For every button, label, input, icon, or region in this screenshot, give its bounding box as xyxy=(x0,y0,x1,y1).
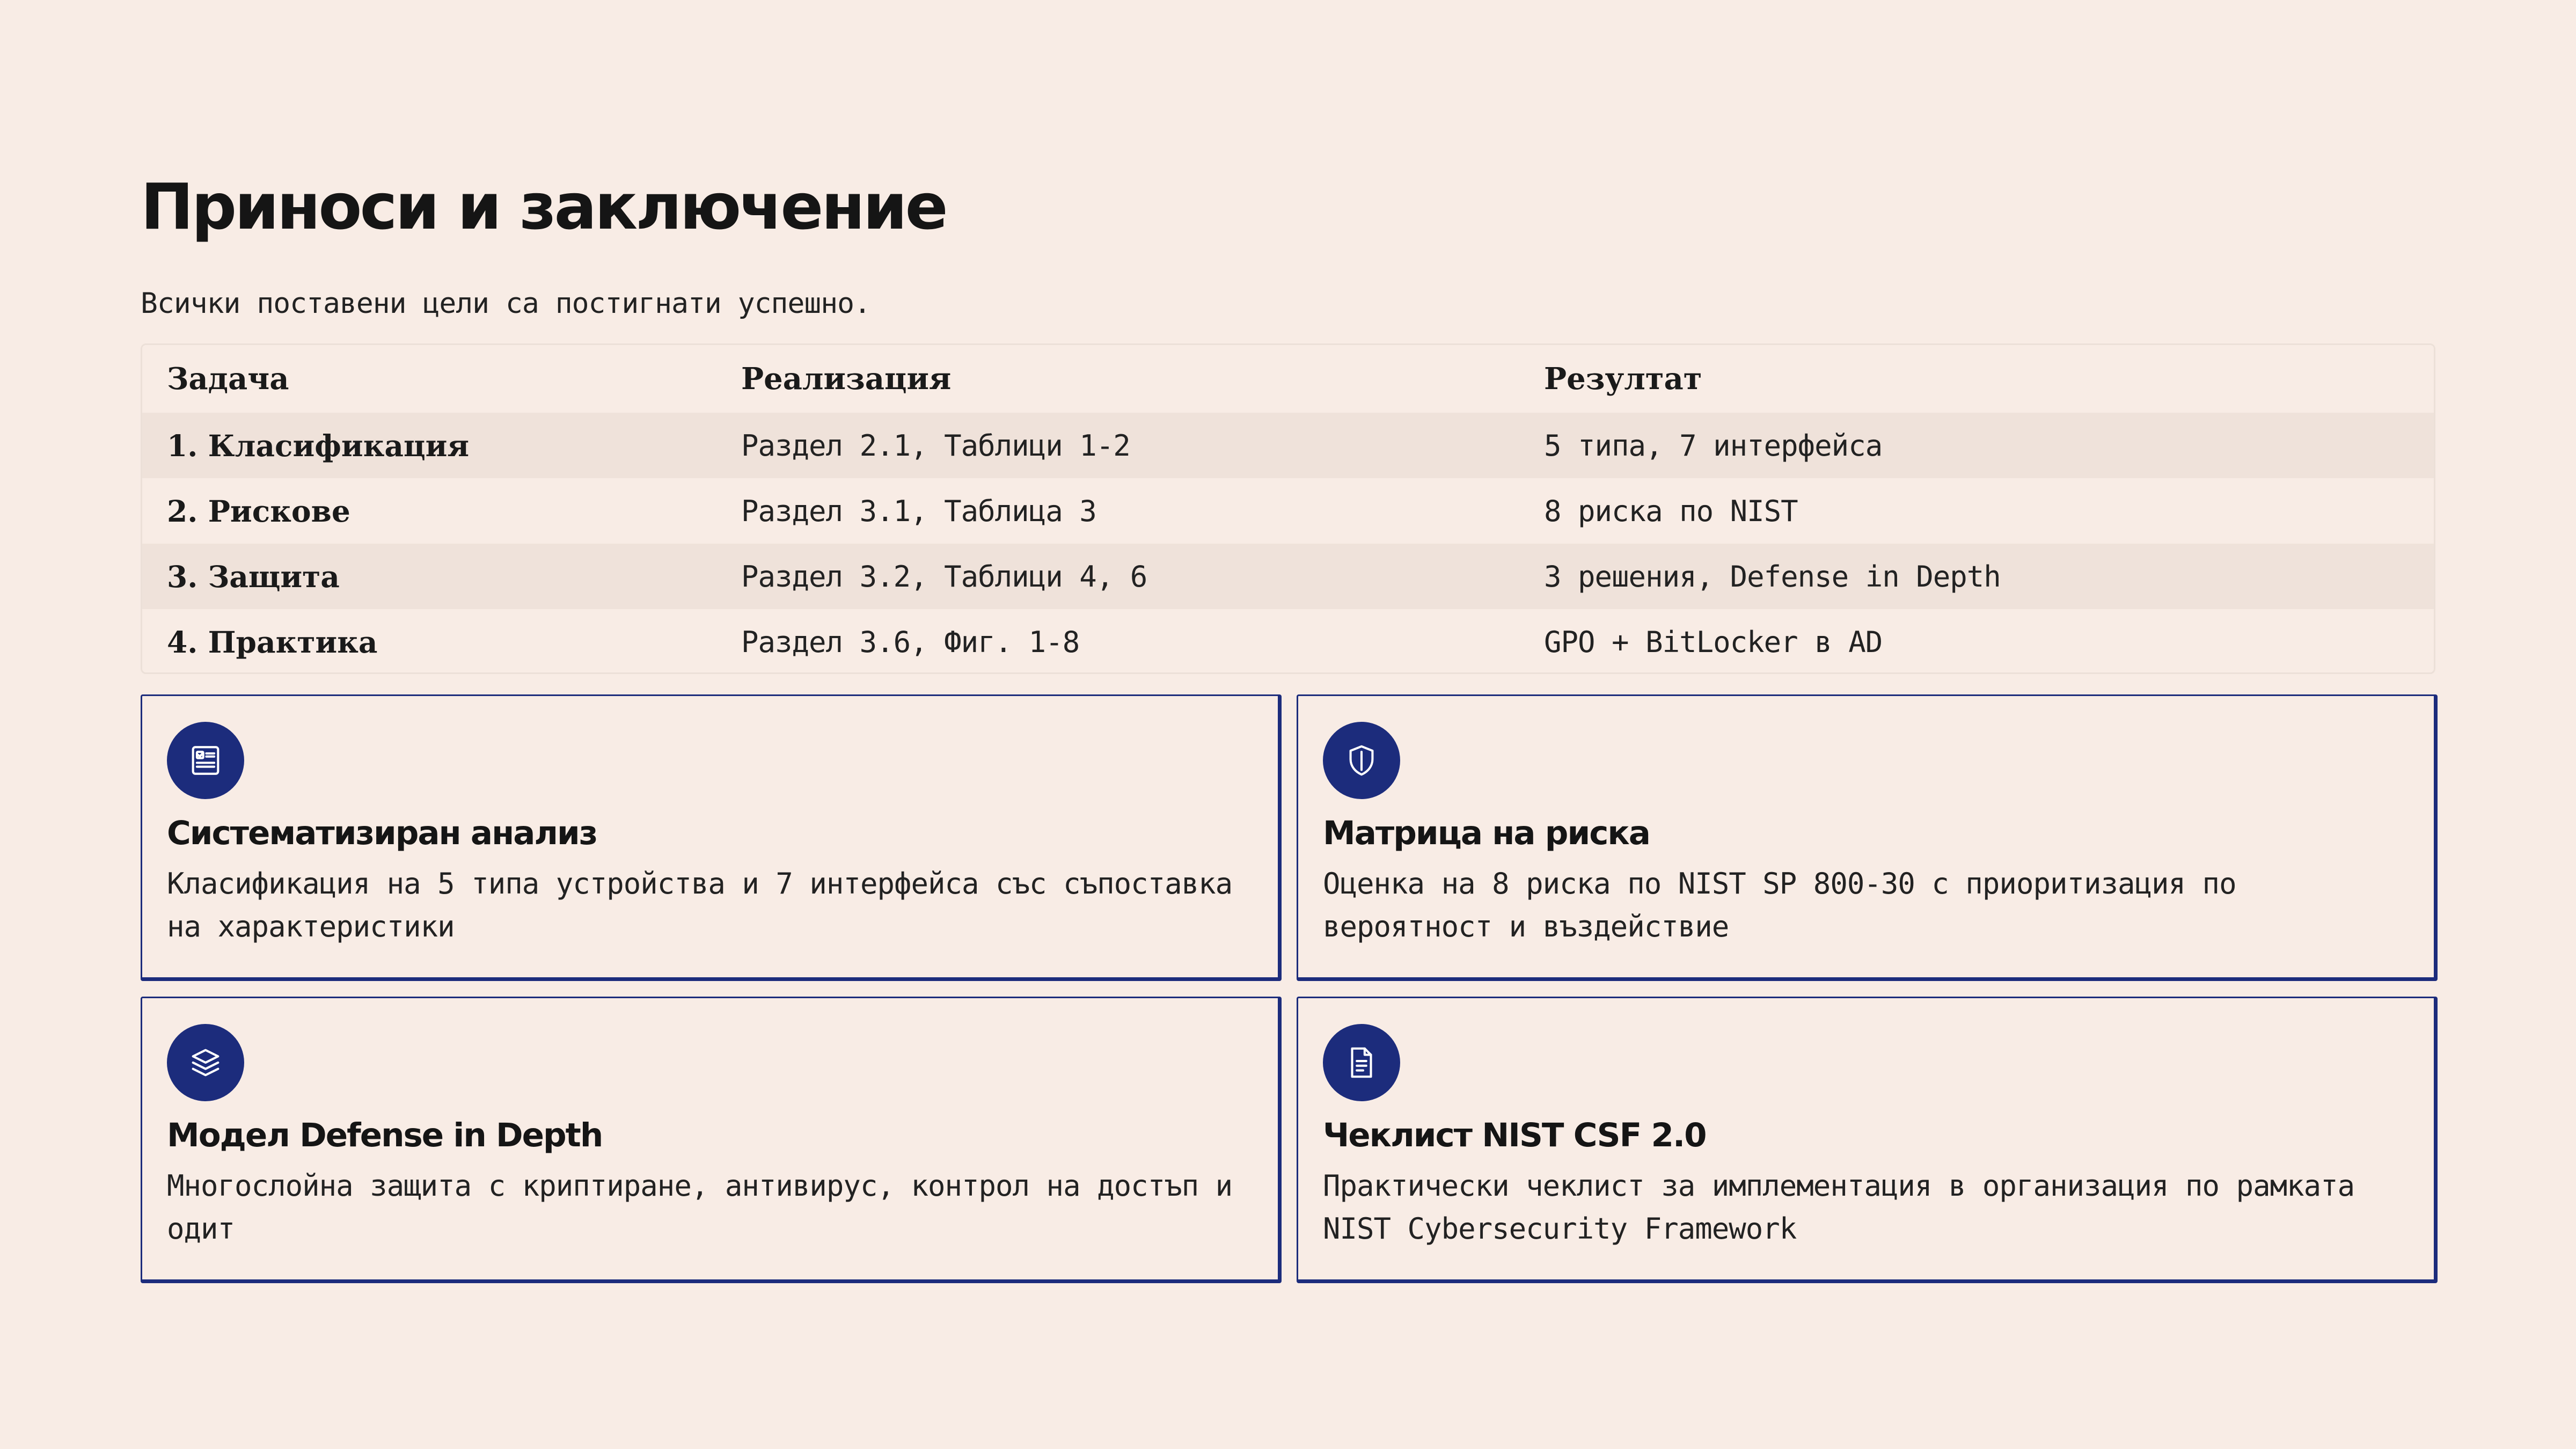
row-implementation: Раздел 3.6, Фиг. 1-8 xyxy=(741,625,1080,659)
card-description: Класификация на 5 типа устройства и 7 интерфейса със съпоставка на характеристики xyxy=(167,867,1233,943)
card-systematic-analysis xyxy=(141,694,1282,981)
card-defense-in-depth xyxy=(141,997,1282,1283)
checklist-icon xyxy=(167,722,244,799)
row-result: 8 риска по NIST xyxy=(1544,494,1798,528)
row-task: 2. Рискове xyxy=(167,493,350,529)
header-task: Задача xyxy=(167,361,289,397)
row-implementation: Раздел 3.2, Таблици 4, 6 xyxy=(741,559,1147,594)
row-implementation: Раздел 3.1, Таблица 3 xyxy=(741,494,1096,528)
page-title: Приноси и заключение xyxy=(141,170,946,244)
summary-table xyxy=(141,343,2435,674)
page-subtitle: Всички поставени цели са постигнати успешно. xyxy=(141,287,870,320)
card-nist-checklist xyxy=(1297,997,2438,1283)
row-task: 1. Класификация xyxy=(167,428,470,463)
layers-icon xyxy=(167,1024,244,1101)
table-row xyxy=(142,609,2434,674)
row-task: 3. Защита xyxy=(167,559,340,594)
card-description: Многослойна защита с криптиране, антивирус, контрол на достъп и одит xyxy=(167,1169,1233,1246)
card-description: Оценка на 8 риска по NIST SP 800-30 с приоритизация по вероятност и въздействие xyxy=(1323,867,2236,943)
card-title: Чеклист NIST CSF 2.0 xyxy=(1323,1116,1706,1154)
row-implementation: Раздел 2.1, Таблици 1-2 xyxy=(741,428,1130,463)
card-title: Модел Defense in Depth xyxy=(167,1116,603,1154)
card-risk-matrix xyxy=(1297,694,2438,981)
row-result: 3 решения, Defense in Depth xyxy=(1544,559,2001,594)
table-row xyxy=(142,544,2434,609)
row-task: 4. Практика xyxy=(167,624,378,660)
card-description: Практически чеклист за имплементация в организация по рамката NIST Cybersecurity Framework xyxy=(1323,1169,2355,1246)
header-implementation: Реализация xyxy=(741,361,952,397)
row-result: 5 типа, 7 интерфейса xyxy=(1544,428,1883,463)
table-header-row xyxy=(142,345,2434,413)
shield-icon xyxy=(1323,722,1400,799)
card-title: Систематизиран анализ xyxy=(167,814,597,852)
table-row xyxy=(142,478,2434,544)
row-result: GPO + BitLocker в AD xyxy=(1544,625,1883,659)
header-result: Резултат xyxy=(1544,361,1702,397)
document-icon xyxy=(1323,1024,1400,1101)
table-row xyxy=(142,413,2434,478)
card-title: Матрица на риска xyxy=(1323,814,1650,852)
